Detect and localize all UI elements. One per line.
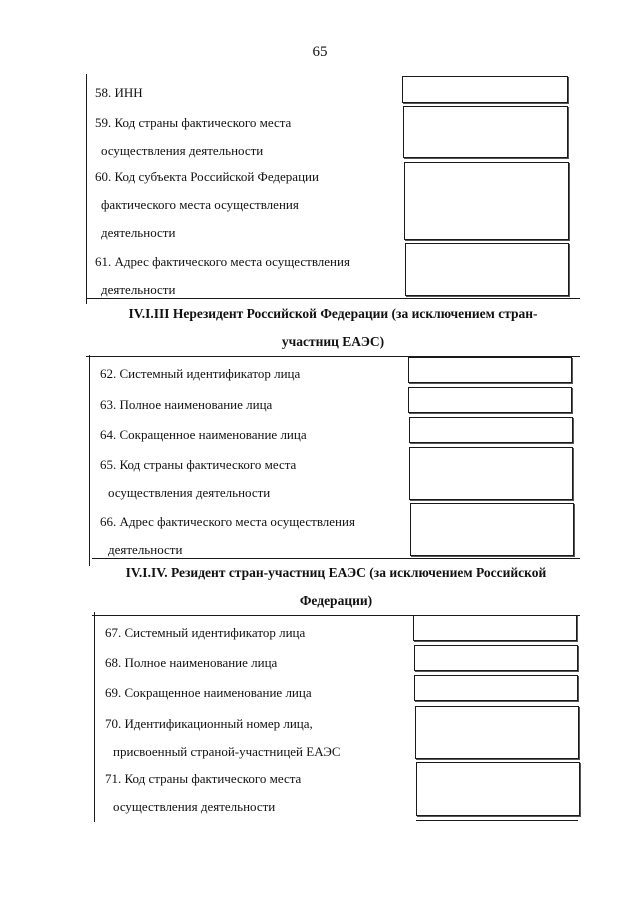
section-header-iv-i-iv: IV.I.IV. Резидент стран-участниц ЕАЭС (за исключением Российской Федерации) [92,558,580,616]
field-71-input[interactable] [416,762,580,816]
field-71-country-code: 71. Код страны фактического места осуществления деятельности [105,771,302,814]
field-66-input[interactable] [410,503,574,556]
field-59-input[interactable] [403,106,568,158]
field-61-address: 61. Адрес фактического места осуществления деятельности [95,254,350,297]
field-69-input[interactable] [414,675,578,701]
field-59-country-code: 59. Код страны фактического места осуществления деятельности [95,115,292,158]
field-64-short-name: 64. Сокращенное наименование лица [100,427,307,442]
left-border-line [89,355,90,566]
field-60-input[interactable] [404,162,569,240]
field-65-input[interactable] [409,447,573,500]
left-border-line [86,74,87,304]
field-68-full-name: 68. Полное наименование лица [105,655,278,670]
field-69-short-name: 69. Сокращенное наименование лица [105,685,312,700]
field-60-subject-code: 60. Код субъекта Российской Федерации фактического места осуществления деятельности [95,169,319,240]
field-63-full-name: 63. Полное наименование лица [100,397,273,412]
field-58-inn: 58. ИНН [95,85,143,100]
bottom-line [416,820,578,821]
field-61-input[interactable] [405,243,569,296]
field-62-system-id: 62. Системный идентификатор лица [100,366,301,381]
field-70-identification-number: 70. Идентификационный номер лица, присвоенный страной-участницей ЕАЭС [105,716,341,759]
field-66-address: 66. Адрес фактического места осуществления деятельности [100,514,355,557]
field-67-system-id: 67. Системный идентификатор лица [105,625,306,640]
section-header-iv-i-iii: IV.I.III Нерезидент Российской Федерации (за исключением стран- участниц ЕАЭС) [86,298,580,357]
field-64-input[interactable] [409,417,573,443]
field-63-input[interactable] [408,387,572,413]
field-67-input[interactable] [413,615,577,641]
field-58-input[interactable] [402,76,568,103]
page-number: 65 [312,44,328,60]
field-68-input[interactable] [414,645,578,671]
field-65-country-code: 65. Код страны фактического места осуществления деятельности [100,457,297,500]
left-border-line [94,612,95,822]
field-62-input[interactable] [408,357,572,383]
field-70-input[interactable] [415,706,579,759]
